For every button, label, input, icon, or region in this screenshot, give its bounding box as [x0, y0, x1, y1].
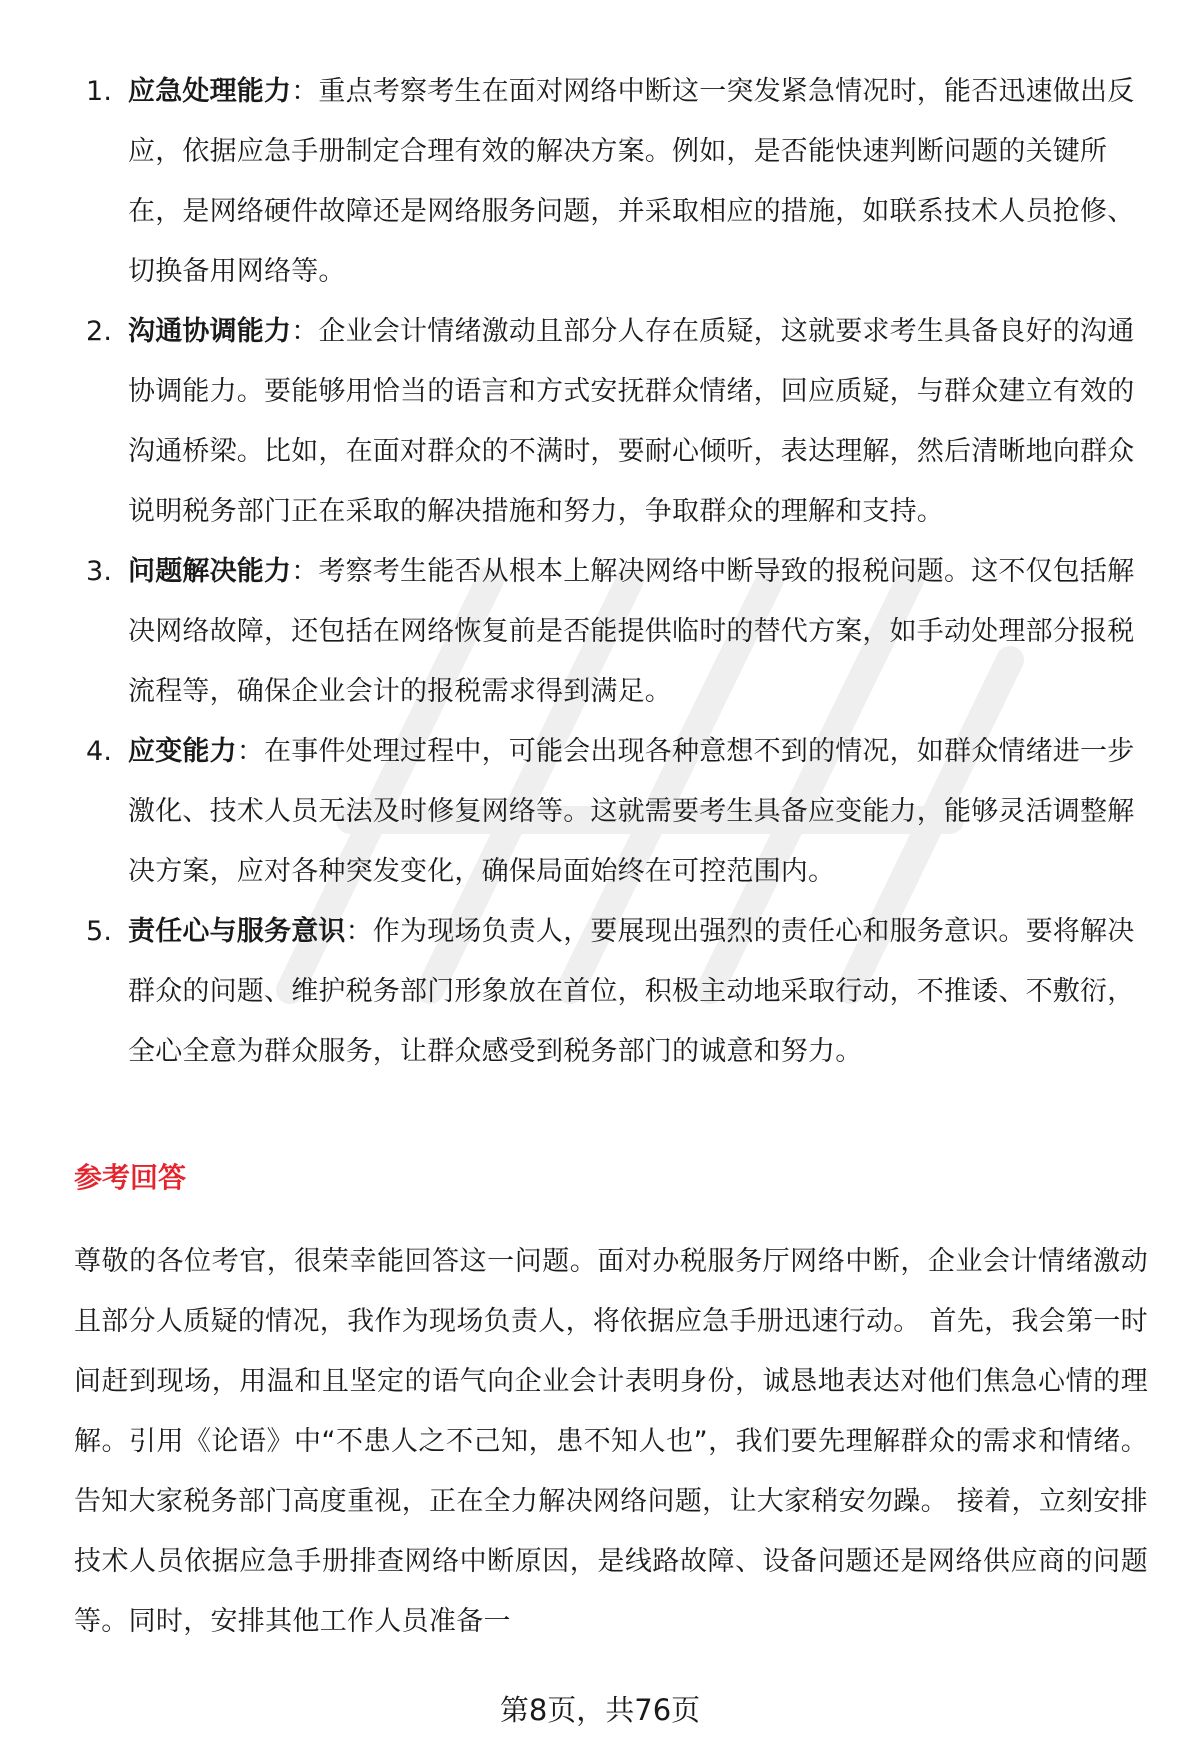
list-term: 应变能力	[128, 736, 237, 767]
list-term: 问题解决能力	[128, 556, 292, 587]
list-number: 2.	[86, 316, 113, 347]
list-text: ：作为现场负责人，要展现出强烈的责任心和服务意识。要将解决群众的问题、维护税务部门形象放在首位，积极主动地采取行动，不推诿、不敷衍，全心全意为群众服务，让群众感受到税务部门的诚意和努力。	[128, 916, 1135, 1067]
list-number: 1.	[86, 76, 113, 107]
list-text: ：考察考生能否从根本上解决网络中断导致的报税问题。这不仅包括解决网络故障，还包括在网络恢复前是否能提供临时的替代方案，如手动处理部分报税流程等，确保企业会计的报税需求得到满足。	[128, 556, 1135, 707]
list-item	[76, 722, 1146, 902]
list-number: 5.	[86, 916, 113, 947]
list-item	[76, 902, 1146, 1082]
list-term: 应急处理能力	[128, 76, 292, 107]
section-heading: 参考回答	[74, 1161, 187, 1194]
list-item	[76, 302, 1146, 542]
list-text: ：企业会计情绪激动且部分人存在质疑，这就要求考生具备良好的沟通协调能力。要能够用恰当的语言和方式安抚群众情绪，回应质疑，与群众建立有效的沟通桥梁。比如，在面对群众的不满时，要耐心倾听，表达理解，然后清晰地向群众说明税务部门正在采取的解决措施和努力，争取群众的理解和支持。	[128, 316, 1135, 527]
list-item	[76, 542, 1146, 722]
list-text: ：在事件处理过程中，可能会出现各种意想不到的情况，如群众情绪进一步激化、技术人员无法及时修复网络等。这就需要考生具备应变能力，能够灵活调整解决方案，应对各种突发变化，确保局面始终在可控范围内。	[128, 736, 1135, 887]
list-item	[76, 62, 1146, 302]
list-text: ：重点考察考生在面对网络中断这一突发紧急情况时，能否迅速做出反应，依据应急手册制定合理有效的解决方案。例如，是否能快速判断问题的关键所在，是网络硬件故障还是网络服务问题，并采取相应的措施，如联系技术人员抢修、切换备用网络等。	[128, 76, 1135, 287]
list-term: 沟通协调能力	[128, 316, 292, 347]
list-term: 责任心与服务意识	[128, 916, 346, 947]
list-number: 4.	[86, 736, 113, 767]
ability-list	[76, 62, 1146, 1082]
answer-paragraph: 尊敬的各位考官，很荣幸能回答这一问题。面对办税服务厅网络中断，企业会计情绪激动且部分人质疑的情况，我作为现场负责人，将依据应急手册迅速行动。 首先，我会第一时间赶到现场，用温和且坚定的语气向企业会计表明身份，诚恳地表达对他们焦急心情的理解。引用《论语》中“不患人之不己知，患不知人也”，我们要先理解群众的需求和情绪。告知大家税务部门高度重视，正在全力解决网络问题，让大家稍安勿躁。 接着，立刻安排技术人员依据应急手册排查网络中断原因，是线路故障、设备问题还是网络供应商的问题等。同时，安排其他工作人员准备一	[74, 1246, 1148, 1637]
list-number: 3.	[86, 556, 113, 587]
page-number: 第8页，共76页	[499, 1693, 701, 1727]
